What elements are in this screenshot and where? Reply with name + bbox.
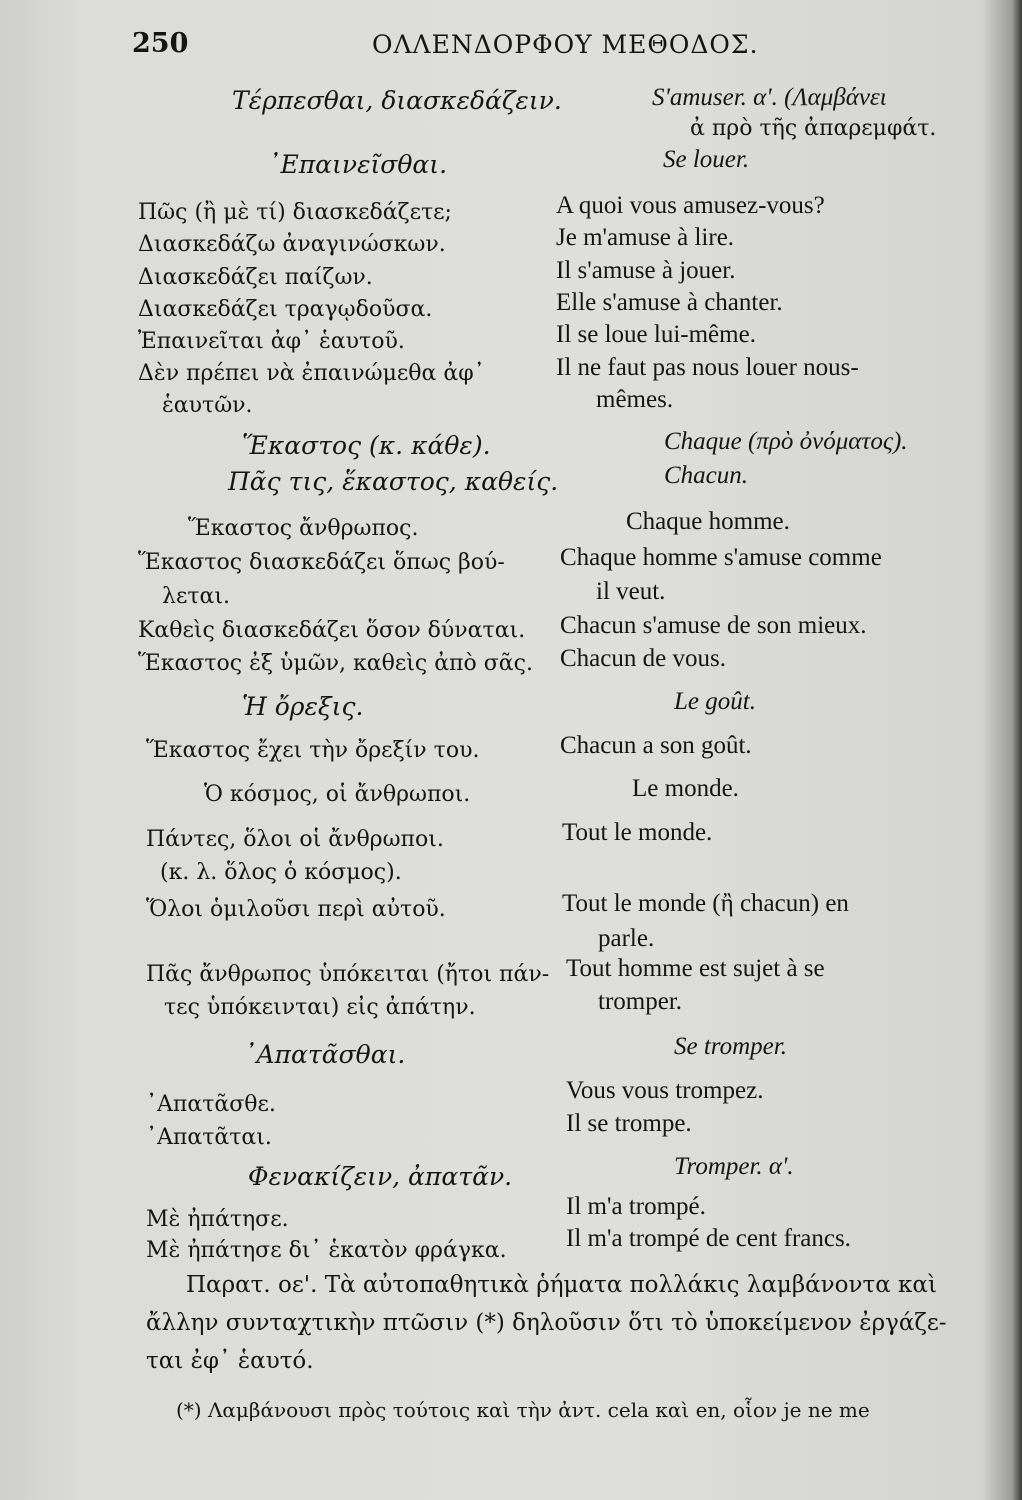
greek-heading: Ἕκαστος (κ. κάθε). [242, 431, 491, 460]
french-line: Tout le monde (ἢ chacun) en [562, 890, 849, 917]
greek-line: (κ. λ. ὅλος ὁ κόσμος). [160, 860, 402, 885]
greek-line: Πῶς (ἢ μὲ τί) διασκεδάζετε; [138, 200, 452, 225]
greek-heading: ᾿Επαινεῖσθαι. [268, 150, 448, 179]
greek-line: Ἕκαστος ἔχει τὴν ὄρεξίν του. [146, 738, 480, 763]
french-heading: Chacun. [664, 462, 749, 489]
greek-line: Ὁ κόσμος, οἱ ἄνθρωποι. [204, 782, 471, 807]
greek-line: Ἕκαστος διασκεδάζει ὅπως βού- [138, 550, 505, 575]
french-line: il veut. [596, 578, 666, 605]
french-line: Tout homme est sujet à se [566, 955, 825, 982]
french-line: Chaque homme s'amuse comme [560, 544, 882, 571]
french-line: Il m'a trompé. [566, 1193, 706, 1220]
greek-line: Ἐπαινεῖται ἀφ᾽ ἑαυτοῦ. [138, 329, 405, 354]
french-line: Le monde. [632, 775, 739, 802]
french-heading: Se louer. [663, 146, 750, 173]
note-line: ἄλλην συνταχτικὴν πτῶσιν (*) δηλοῦσιν ὅτι τὸ ὑποκείμενον ἐργάζε- [146, 1310, 947, 1336]
greek-line: Μὲ ἠπάτησε. [146, 1207, 289, 1232]
french-line: tromper. [598, 988, 683, 1015]
french-line: Vous vous trompez. [566, 1077, 764, 1104]
greek-line: Ἕκαστος ἄνθρωπος. [188, 516, 419, 541]
greek-line: τες ὑπόκεινται) εἰς ἀπάτην. [164, 995, 476, 1020]
greek-line: Δὲν πρέπει νὰ ἐπαινώμεθα ἀφ᾽ [138, 361, 485, 386]
french-heading-note: ἀ πρὸ τῆς ἀπαρεμφάτ. [690, 116, 937, 141]
greek-line: Ὅλοι ὁμιλοῦσι περὶ αὐτοῦ. [146, 897, 446, 922]
footnote: (*) Λαμβάνουσι πρὸς τούτοις καὶ τὴν ἀντ. cela καὶ en, οἷον je ne me [176, 1398, 870, 1422]
french-line: Chaque homme. [626, 508, 790, 535]
french-line: Il s'amuse à jouer. [556, 257, 736, 284]
french-heading: Se tromper. [674, 1033, 787, 1060]
french-line: Elle s'amuse à chanter. [556, 289, 783, 316]
french-line: parle. [598, 925, 655, 952]
french-line: Il ne faut pas nous louer nous- [556, 354, 859, 381]
greek-heading: Ἡ ὄρεξις. [242, 692, 364, 721]
note-line: Παρατ. οε'. Τὰ αὐτοπαθητικὰ ῥήματα πολλάκις λαμβάνοντα καὶ [186, 1272, 937, 1298]
greek-line: Καθεὶς διασκεδάζει ὅσον δύναται. [138, 618, 526, 643]
greek-heading: Τέρπεσθαι, διασκεδάζειν. [232, 86, 562, 115]
greek-line: Διασκεδάζω ἀναγινώσκων. [138, 232, 446, 257]
greek-line: ᾿Απατᾶσθε. [146, 1092, 276, 1117]
greek-line: Διασκεδάζει τραγῳδοῦσα. [138, 297, 433, 322]
french-line: A quoi vous amusez-vous? [556, 192, 825, 219]
greek-line: ἑαυτῶν. [162, 393, 253, 418]
french-line: Je m'amuse à lire. [556, 224, 735, 251]
french-line: Il m'a trompé de cent francs. [566, 1225, 851, 1252]
greek-line: Μὲ ἠπάτησε δι᾽ ἑκατὸν φράγκα. [146, 1238, 507, 1263]
french-line: Chacun de vous. [560, 645, 726, 672]
french-line: Chacun s'amuse de son mieux. [560, 612, 867, 639]
greek-line: Ἕκαστος ἐξ ὑμῶν, καθεὶς ἀπὸ σᾶς. [138, 651, 533, 676]
book-spine-edge [1012, 0, 1022, 1500]
french-line: Il se trompe. [566, 1110, 692, 1137]
greek-heading: Φενακίζειν, ἀπατᾶν. [248, 1162, 513, 1191]
greek-line: Πᾶς ἄνθρωπος ὑπόκειται (ἤτοι πάν- [146, 962, 550, 987]
french-heading: Tromper. α'. [674, 1153, 794, 1180]
french-heading: S'amuser. α'. (Λαμβάνει [652, 84, 887, 111]
note-line: ται ἐφ᾽ ἑαυτό. [146, 1348, 314, 1374]
running-title: ΟΛΛΕΝΔΟΡΦΟΥ ΜΕΘΟΔΟΣ. [372, 30, 759, 59]
greek-line: Πάντες, ὅλοι οἱ ἄνθρωποι. [146, 827, 444, 852]
greek-line: ᾿Απατᾶται. [146, 1125, 272, 1150]
french-line: mêmes. [596, 386, 674, 413]
greek-line: Διασκεδάζει παίζων. [138, 265, 373, 290]
french-line: Il se loue lui-même. [556, 321, 756, 348]
greek-heading: ᾿Απατᾶσθαι. [244, 1040, 406, 1069]
greek-heading: Πᾶς τις, ἕκαστος, καθείς. [228, 467, 559, 496]
french-heading: Chaque (πρὸ ὀνόματος). [664, 428, 908, 455]
greek-line: λεται. [162, 584, 230, 609]
french-line: Chacun a son goût. [560, 732, 752, 759]
page-number: 250 [132, 28, 189, 59]
french-heading: Le goût. [674, 688, 756, 715]
french-line: Tout le monde. [562, 819, 713, 846]
